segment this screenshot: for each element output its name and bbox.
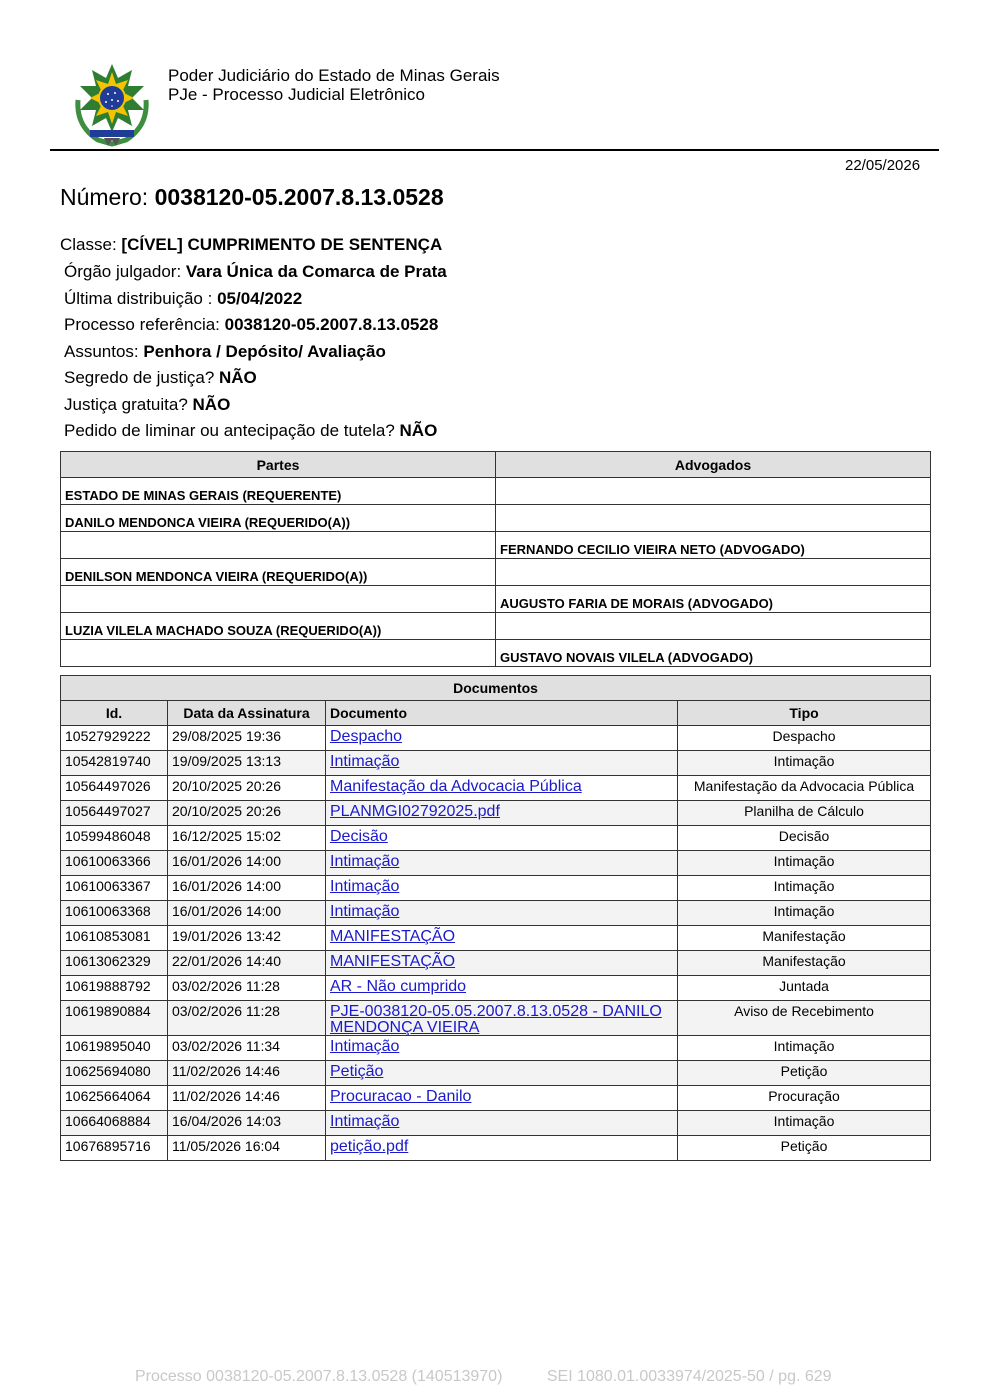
partes-header: Partes xyxy=(61,452,496,478)
doc-id-cell: 10676895716 xyxy=(61,1136,168,1161)
doc-tipo-cell: Petição xyxy=(678,1061,931,1086)
doc-link-cell xyxy=(326,801,678,826)
advogados-header: Advogados xyxy=(496,452,931,478)
doc-id-cell: 10542819740 xyxy=(61,751,168,776)
document-link[interactable]: Intimação xyxy=(330,753,400,770)
doc-tipo-cell: Juntada xyxy=(678,976,931,1001)
meta-value: NÃO xyxy=(192,395,231,414)
document-link[interactable]: Procuracao - Danilo xyxy=(330,1088,472,1105)
documento-row xyxy=(61,926,931,951)
doc-date-cell: 11/02/2026 14:46 xyxy=(168,1086,326,1111)
documento-row xyxy=(61,1061,931,1086)
partes-row xyxy=(61,586,931,613)
partes-row xyxy=(61,559,931,586)
doc-link-cell xyxy=(326,751,678,776)
doc-tipo-cell: Decisão xyxy=(678,826,931,851)
advogado-cell: GUSTAVO NOVAIS VILELA (ADVOGADO) xyxy=(496,640,931,667)
doc-id-cell: 10610853081 xyxy=(61,926,168,951)
doc-id-cell: 10527929222 xyxy=(61,726,168,751)
meta-label: Última distribuição : xyxy=(64,289,218,308)
meta-segredo xyxy=(64,368,257,388)
meta-distribuicao xyxy=(64,289,302,309)
document-link[interactable]: Intimação xyxy=(330,853,400,870)
doc-link-cell xyxy=(326,1036,678,1061)
documento-row xyxy=(61,801,931,826)
doc-id-cell: 10610063367 xyxy=(61,876,168,901)
documentos-title-row xyxy=(61,676,931,701)
document-link[interactable]: Intimação xyxy=(330,1113,400,1130)
court-name: Poder Judiciário do Estado de Minas Gerais xyxy=(168,66,500,85)
parte-cell xyxy=(61,586,496,613)
meta-value: Vara Única da Comarca de Prata xyxy=(185,262,447,281)
partes-row xyxy=(61,613,931,640)
partes-row xyxy=(61,478,931,505)
doc-date-cell: 29/08/2025 19:36 xyxy=(168,726,326,751)
doc-date-cell: 03/02/2026 11:28 xyxy=(168,976,326,1001)
document-link[interactable]: Intimação xyxy=(330,1038,400,1055)
brazil-coat-of-arms-icon xyxy=(68,56,156,148)
doc-link-cell xyxy=(326,776,678,801)
partes-header-row xyxy=(61,452,931,478)
documento-row xyxy=(61,1136,931,1161)
doc-date-cell: 16/12/2025 15:02 xyxy=(168,826,326,851)
process-number xyxy=(60,184,444,211)
doc-tipo-cell: Manifestação da Advocacia Pública xyxy=(678,776,931,801)
document-link[interactable]: PJE-0038120-05.05.2007.8.13.0528 - DANILO MENDONÇA VIEIRA xyxy=(330,1003,662,1036)
tipo-header: Tipo xyxy=(678,701,931,726)
doc-id-cell: 10610063368 xyxy=(61,901,168,926)
meta-orgao xyxy=(64,262,447,282)
doc-tipo-cell: Despacho xyxy=(678,726,931,751)
documentos-title: Documentos xyxy=(61,676,931,701)
meta-value: 0038120-05.2007.8.13.0528 xyxy=(224,315,439,334)
parte-cell: DENILSON MENDONCA VIEIRA (REQUERIDO(A)) xyxy=(61,559,496,586)
print-date: 22/05/2026 xyxy=(845,157,921,174)
doc-date-cell: 22/01/2026 14:40 xyxy=(168,951,326,976)
documento-row xyxy=(61,1036,931,1061)
id-header: Id. xyxy=(61,701,168,726)
partes-table xyxy=(60,451,931,667)
advogado-cell xyxy=(496,505,931,532)
doc-id-cell: 10625664064 xyxy=(61,1086,168,1111)
meta-liminar xyxy=(64,421,437,441)
document-link[interactable]: Decisão xyxy=(330,828,388,845)
document-link[interactable]: Manifestação da Advocacia Pública xyxy=(330,778,582,795)
doc-date-cell: 16/01/2026 14:00 xyxy=(168,851,326,876)
doc-date-cell: 16/01/2026 14:00 xyxy=(168,901,326,926)
meta-assuntos xyxy=(64,342,386,362)
doc-tipo-cell: Intimação xyxy=(678,851,931,876)
doc-link-cell xyxy=(326,1086,678,1111)
doc-link-cell xyxy=(326,1061,678,1086)
documento-row xyxy=(61,751,931,776)
doc-id-cell: 10564497026 xyxy=(61,776,168,801)
documento-row xyxy=(61,726,931,751)
doc-link-cell xyxy=(326,1136,678,1161)
doc-tipo-cell: Manifestação xyxy=(678,951,931,976)
doc-link-cell xyxy=(326,1111,678,1136)
doc-tipo-cell: Intimação xyxy=(678,901,931,926)
document-link[interactable]: Despacho xyxy=(330,728,403,745)
doc-link-cell xyxy=(326,951,678,976)
documento-row xyxy=(61,901,931,926)
footer-sei: SEI 1080.01.0033974/2025-50 / pg. 629 xyxy=(546,1368,832,1385)
doc-tipo-cell: Manifestação xyxy=(678,926,931,951)
meta-value: [CÍVEL] CUMPRIMENTO DE SENTENÇA xyxy=(121,235,443,254)
advogado-cell xyxy=(496,478,931,505)
footer-process: Processo 0038120-05.2007.8.13.0528 (140513970) xyxy=(135,1368,503,1385)
doc-link-cell xyxy=(326,851,678,876)
doc-id-cell: 10664068884 xyxy=(61,1111,168,1136)
document-link[interactable]: Intimação xyxy=(330,878,400,895)
partes-row xyxy=(61,505,931,532)
advogado-cell: AUGUSTO FARIA DE MORAIS (ADVOGADO) xyxy=(496,586,931,613)
process-number-label: Número: xyxy=(60,184,155,210)
doc-date-cell: 16/01/2026 14:00 xyxy=(168,876,326,901)
meta-value: NÃO xyxy=(399,421,438,440)
documento-header: Documento xyxy=(326,701,678,726)
doc-tipo-cell: Intimação xyxy=(678,751,931,776)
partes-row xyxy=(61,532,931,559)
doc-link-cell xyxy=(326,1001,678,1036)
doc-tipo-cell: Planilha de Cálculo xyxy=(678,801,931,826)
meta-label: Pedido de liminar ou antecipação de tutela? xyxy=(64,421,400,440)
documento-row xyxy=(61,851,931,876)
document-link[interactable]: MANIFESTAÇÃO xyxy=(330,928,456,945)
doc-date-cell: 03/02/2026 11:34 xyxy=(168,1036,326,1061)
document-link[interactable]: petição.pdf xyxy=(330,1138,409,1155)
doc-date-cell: 16/04/2026 14:03 xyxy=(168,1111,326,1136)
documento-row xyxy=(61,1086,931,1111)
parte-cell xyxy=(61,532,496,559)
meta-value: 05/04/2022 xyxy=(217,289,303,308)
system-name: PJe - Processo Judicial Eletrônico xyxy=(168,85,426,104)
doc-id-cell: 10599486048 xyxy=(61,826,168,851)
meta-value: NÃO xyxy=(219,368,257,387)
meta-processo-ref xyxy=(64,315,438,335)
advogado-cell: FERNANDO CECILIO VIEIRA NETO (ADVOGADO) xyxy=(496,532,931,559)
meta-value: Penhora / Depósito/ Avaliação xyxy=(143,342,386,361)
document-link[interactable]: Intimação xyxy=(330,903,400,920)
doc-tipo-cell: Procuração xyxy=(678,1086,931,1111)
partes-row xyxy=(61,640,931,667)
advogado-cell xyxy=(496,613,931,640)
doc-id-cell: 10619890884 xyxy=(61,1001,168,1036)
doc-tipo-cell: Aviso de Recebimento xyxy=(678,1001,931,1036)
documento-row xyxy=(61,876,931,901)
documento-row xyxy=(61,826,931,851)
doc-link-cell xyxy=(326,876,678,901)
doc-date-cell: 11/05/2026 16:04 xyxy=(168,1136,326,1161)
doc-tipo-cell: Intimação xyxy=(678,1111,931,1136)
doc-link-cell xyxy=(326,976,678,1001)
meta-classe xyxy=(60,235,442,255)
doc-id-cell: 10619888792 xyxy=(61,976,168,1001)
doc-tipo-cell: Intimação xyxy=(678,876,931,901)
doc-id-cell: 10619895040 xyxy=(61,1036,168,1061)
meta-label: Justiça gratuita? xyxy=(64,395,193,414)
doc-date-cell: 20/10/2025 20:26 xyxy=(168,801,326,826)
documento-row xyxy=(61,776,931,801)
data-header: Data da Assinatura xyxy=(168,701,326,726)
document-link[interactable]: AR - Não cumprido xyxy=(330,978,467,995)
advogado-cell xyxy=(496,559,931,586)
meta-label: Processo referência: xyxy=(64,315,225,334)
doc-date-cell: 11/02/2026 14:46 xyxy=(168,1061,326,1086)
parte-cell xyxy=(61,640,496,667)
doc-date-cell: 03/02/2026 11:28 xyxy=(168,1001,326,1036)
parte-cell: ESTADO DE MINAS GERAIS (REQUERENTE) xyxy=(61,478,496,505)
doc-link-cell xyxy=(326,726,678,751)
document-link[interactable]: MANIFESTAÇÃO xyxy=(330,953,456,970)
parte-cell: LUZIA VILELA MACHADO SOUZA (REQUERIDO(A)) xyxy=(61,613,496,640)
documento-row xyxy=(61,976,931,1001)
doc-date-cell: 20/10/2025 20:26 xyxy=(168,776,326,801)
meta-label: Órgão julgador: xyxy=(64,262,186,281)
documentos-table xyxy=(60,675,931,1161)
doc-link-cell xyxy=(326,826,678,851)
doc-id-cell: 10625694080 xyxy=(61,1061,168,1086)
meta-label: Segredo de justiça? xyxy=(64,368,219,387)
doc-date-cell: 19/01/2026 13:42 xyxy=(168,926,326,951)
doc-link-cell xyxy=(326,901,678,926)
meta-label: Classe: xyxy=(60,235,122,254)
documento-row xyxy=(61,951,931,976)
header-divider xyxy=(50,149,939,151)
process-number-value: 0038120-05.2007.8.13.0528 xyxy=(154,184,444,210)
document-link[interactable]: PLANMGI02792025.pdf xyxy=(330,803,500,820)
doc-id-cell: 10610063366 xyxy=(61,851,168,876)
doc-id-cell: 10564497027 xyxy=(61,801,168,826)
doc-link-cell xyxy=(326,926,678,951)
documento-row xyxy=(61,1001,931,1036)
doc-id-cell: 10613062329 xyxy=(61,951,168,976)
parte-cell: DANILO MENDONCA VIEIRA (REQUERIDO(A)) xyxy=(61,505,496,532)
doc-tipo-cell: Petição xyxy=(678,1136,931,1161)
doc-tipo-cell: Intimação xyxy=(678,1036,931,1061)
meta-gratuita xyxy=(64,395,230,415)
document-link[interactable]: Petição xyxy=(330,1063,384,1080)
page-footer xyxy=(135,1368,832,1386)
documento-row xyxy=(61,1111,931,1136)
meta-label: Assuntos: xyxy=(64,342,144,361)
documentos-header-row xyxy=(61,701,931,726)
doc-date-cell: 19/09/2025 13:13 xyxy=(168,751,326,776)
